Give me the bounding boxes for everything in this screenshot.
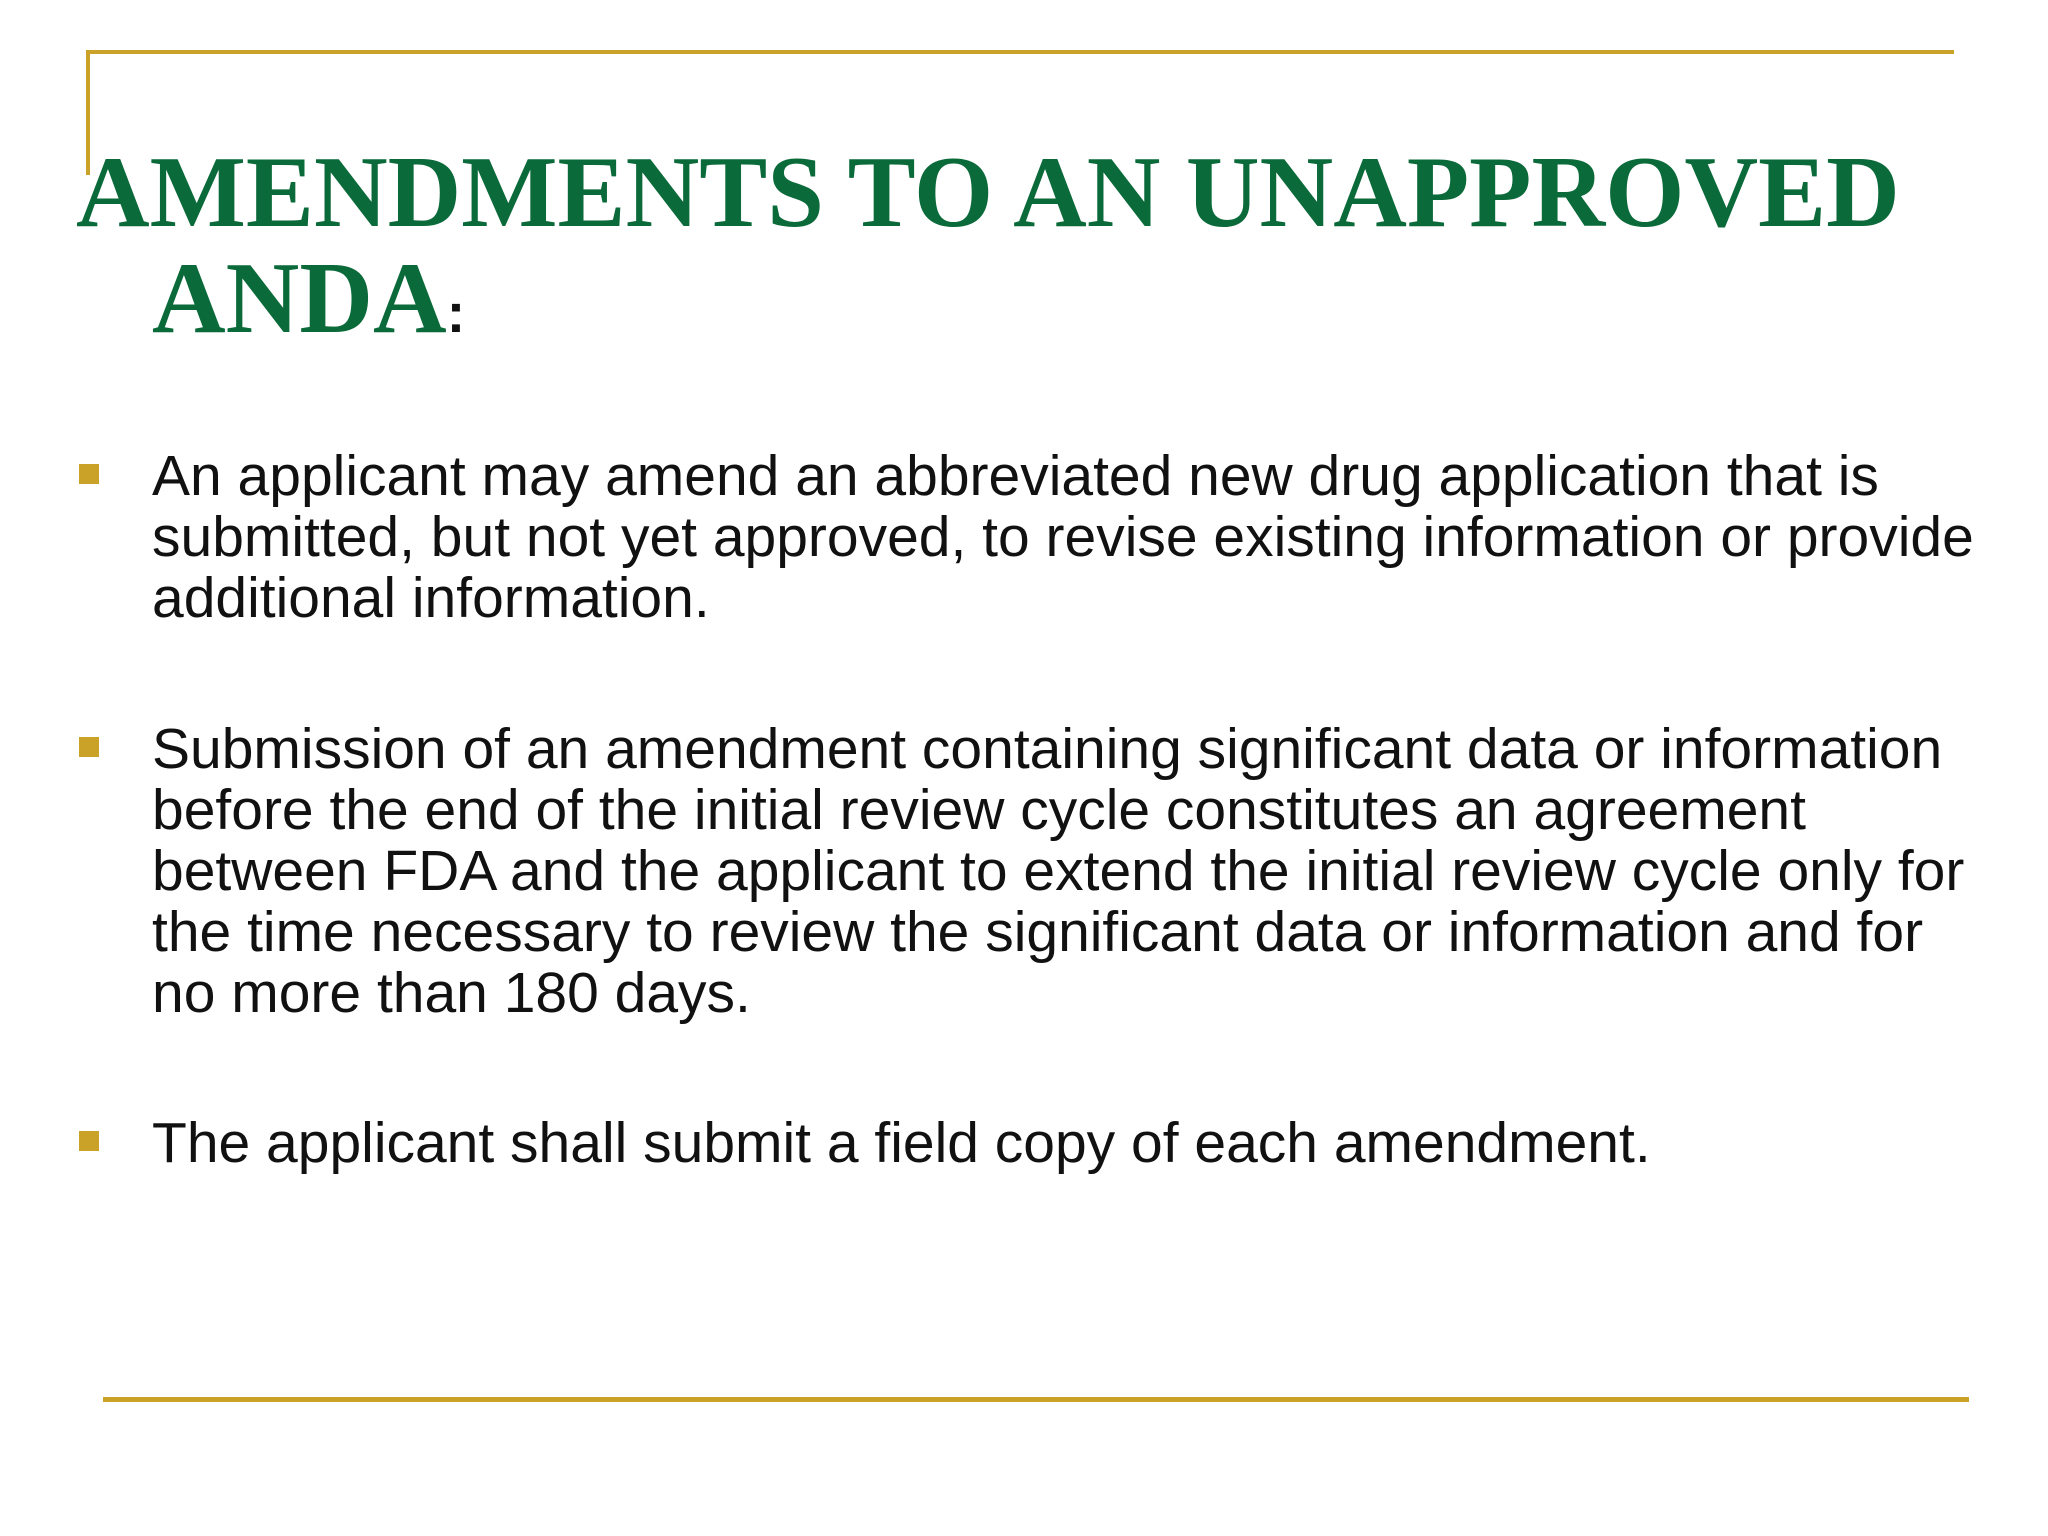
square-bullet-icon [79, 464, 99, 484]
bottom-divider [103, 1397, 1969, 1402]
title-line-2-wrap [76, 242, 2016, 366]
bullet-text: The applicant shall submit a field copy of each amendment. [152, 1111, 1651, 1175]
square-bullet-icon [79, 1131, 99, 1151]
square-bullet-icon [79, 737, 99, 757]
title-colon: : [446, 281, 466, 344]
bullet-text: An applicant may amend an abbreviated new drug application that is submitted, but not yet approved, to revise existing information or provide additional information. [152, 444, 1974, 630]
bullet-item [152, 446, 2002, 629]
title-line-2: ANDA [152, 242, 447, 355]
title-line-1: AMENDMENTS TO AN UNAPPROVED [76, 136, 1900, 249]
bullet-item [152, 1113, 2002, 1174]
bullet-text: Submission of an amendment containing significant data or information before the end of the initial review cycle constitutes an agreement between FDA and the applicant to extend the initial review cycle only for the time necessary to review the significant data or information and for no more than 180 days. [152, 717, 1965, 1025]
top-divider [86, 50, 1954, 54]
bullet-item [152, 719, 2002, 1024]
slide-title [76, 136, 2016, 366]
